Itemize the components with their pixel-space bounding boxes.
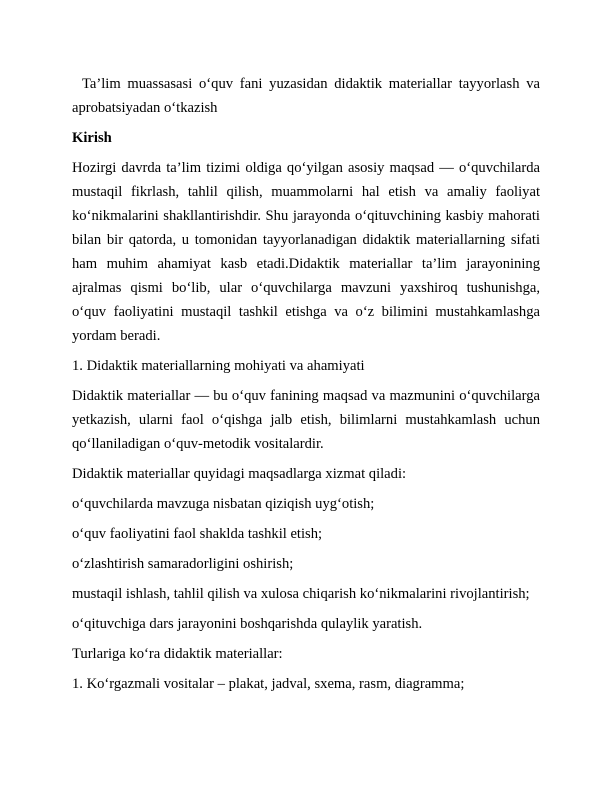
purpose-item: o‘zlashtirish samaradorligini oshirish; bbox=[72, 556, 294, 572]
document-title: Ta’lim muassasasi o‘quv fani yuzasidan didaktik materiallar tayyorlash va aprobatsiyadan o‘tkazish bbox=[72, 76, 540, 116]
type-item: 1. Ko‘rgazmali vositalar – plakat, jadval, sxema, rasm, diagramma; bbox=[72, 676, 465, 692]
purpose-item: o‘qituvchiga dars jarayonini boshqarishda qulaylik yaratish. bbox=[72, 616, 423, 632]
intro-paragraph: Hozirgi davrda ta’lim tizimi oldiga qo‘yilgan asosiy maqsad — o‘quvchilarda mustaqil fikrlash, tahlil qilish, muammolarni hal etish va amaliy faoliyat ko‘nikmalarini shakllantirishdir. Shu jarayonda o‘qituvchining kasbiy mahorati bilan bir qatorda, u tomonidan tayyorlanadigan didaktik materiallarning sifati ham muhim ahamiyat kasb etadi.Didaktik materiallar ta’lim jarayonining ajralmas qismi bo‘lib, ular o‘quvchilarga mavzuni yaxshiroq tushunishga, o‘quv faoliyatini mustaqil tashkil etishga va o‘z bilimini mustahkamlashga yordam beradi. bbox=[72, 160, 540, 344]
intro-heading: Kirish bbox=[72, 130, 112, 146]
purpose-item: mustaqil ishlash, tahlil qilish va xulosa chiqarish ko‘nikmalarini rivojlantirish; bbox=[72, 586, 530, 602]
document-body bbox=[72, 72, 540, 696]
purpose-item: o‘quv faoliyatini faol shaklda tashkil etish; bbox=[72, 526, 323, 542]
section1-heading: 1. Didaktik materiallarning mohiyati va ahamiyati bbox=[72, 358, 365, 374]
types-intro: Turlariga ko‘ra didaktik materiallar: bbox=[72, 646, 283, 662]
section1-paragraph: Didaktik materiallar — bu o‘quv fanining maqsad va mazmunini o‘quvchilarga yetkazish, ularni faol o‘qishga jalb etish, bilimlarni mustahkamlash uchun qo‘llaniladigan o‘quv-metodik vositalardir. bbox=[72, 388, 540, 452]
purpose-item: o‘quvchilarda mavzuga nisbatan qiziqish uyg‘otish; bbox=[72, 496, 375, 512]
purposes-intro: Didaktik materiallar quyidagi maqsadlarga xizmat qiladi: bbox=[72, 466, 407, 482]
